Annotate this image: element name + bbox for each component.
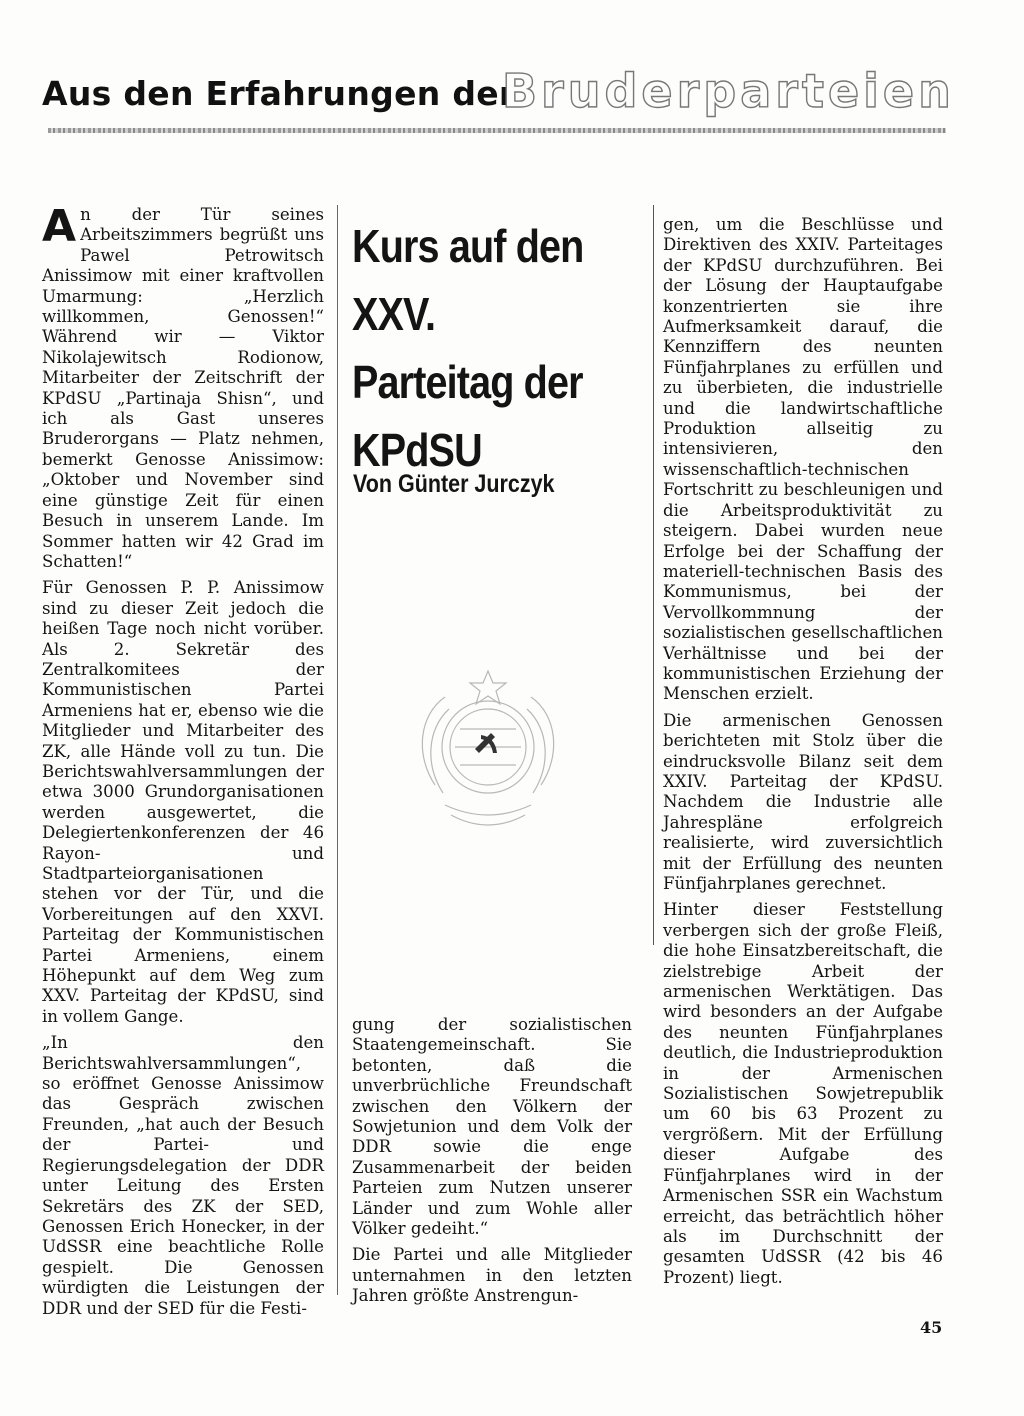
article-column-2 [352, 1015, 632, 1313]
state-emblem-icon [405, 665, 571, 841]
paragraph-text: n der Tür seines Arbeitszimmers begrüßt uns Pawel Petrowitsch Anissimow mit einer kraftvollen Umarmung: „Herzlich willkommen, Genossen!“ Während wir — Viktor Nikolajewitsch Rodionow, Mitarbeiter der Zeitschrift der KPdSU „Partinaja Shisn“, und ich als Gast unseres Bruderorgans — Platz nehmen, bemerkt Genosse Anissimow: „Oktober und November sind eine günstige Zeit für einen Besuch in unserem Lande. Im Sommer hatten wir 42 Grad im Schatten!“ [42, 205, 324, 571]
paragraph: gung der sozialistischen Staatengemeinschaft. Sie betonten, daß die unverbrüchliche Freundschaft zwischen den Völkern der Sowjetunion und dem Volk der DDR sowie die enge Zusammenarbeit der beiden Parteien zum Nutzen unserer Länder und zum Wohle aller Völker gedeiht.“ [352, 1015, 632, 1239]
paragraph: „In den Berichtswahlversammlungen“, so eröffnet Genosse Anissimow das Gespräch zwischen Freunden, „hat auch der Besuch der Partei- und Regierungsdelegation der DDR unter Leitung des Ersten Sekretärs des ZK der SED, Genossen Erich Honecker, in der UdSSR eine beachtliche Rolle gespielt. Die Genossen würdigten die Leistungen der DDR und der SED für die Festi- [42, 1033, 324, 1318]
page-number: 45 [920, 1318, 943, 1337]
column-divider [337, 205, 338, 1295]
drop-cap: A [42, 201, 77, 252]
paragraph: Die armenischen Genossen berichteten mit Stolz über die eindrucksvolle Bilanz seit dem XXIV. Parteitag der KPdSU. Nachdem die Industrie alle Jahrespläne erfolgreich realisierte, wird zuversichtlich mit der Erfüllung des neunten Fünfjahrplanes gerechnet. [663, 710, 943, 893]
article-byline: Von Günter Jurczyk [353, 470, 555, 498]
paragraph: Für Genossen P. P. Anissimow sind zu dieser Zeit jedoch die heißen Tage noch nicht vorüber. Als 2. Sekretär des Zentralkomitees der Kommunistischen Partei Armeniens hat er, ebenso wie die Mitglieder und Mitarbeiter des ZK, alle Hände voll zu tun. Die Berichtswahlversammlungen der etwa 3000 Grundorganisationen werden ausgewertet, die Delegiertenkonferenzen der 46 Rayon- und Stadtparteiorganisationen stehen vor der Tür, und die Vorbereitungen auf den XXVI. Parteitag der Kommunistischen Partei Armeniens, einem Höhepunkt auf dem Weg zum XXV. Parteitag der KPdSU, sind in vollem Gange. [42, 578, 324, 1026]
header-rule [48, 128, 946, 133]
article-column-1 [42, 201, 324, 1325]
paragraph: gen, um die Beschlüsse und Direktiven des XXIV. Parteitages der KPdSU durchzuführen. Bei der Lösung der Hauptaufgabe konzentrierten sie ihre Aufmerksamkeit darauf, die Kennziffern des neunten Fünfjahrplanes zu erfüllen und zu überbieten, die industrielle und die landwirtschaftliche Produktion allseitig zu intensivieren, den wissenschaftlich-technischen Fortschritt zu beschleunigen und die Arbeitsproduktivität zu steigern. Dabei wurden neue Erfolge bei der Schaffung der materiell-technischen Basis des Kommunismus, bei der Vervollkommnung der sozialistischen gesellschaftlichen Verhältnisse und bei der kommunistischen Erziehung der Menschen erzielt. [663, 215, 943, 704]
paragraph: Die Partei und alle Mitglieder unternahmen in den letzten Jahren größte Anstrengun- [352, 1245, 632, 1306]
section-header-plain: Aus den Erfahrungen der [42, 74, 516, 113]
paragraph: Hinter dieser Feststellung verbergen sich der große Fleiß, die hohe Einsatzbereitschaft, die zielstrebige Arbeit der armenischen Werktätigen. Das wird besonders an der Aufgabe des neunten Fünfjahrplanes deutlich, die Industrieproduktion in der Armenischen Sozialistischen Sowjetrepublik um 60 bis 63 Prozent zu vergrößern. Mit der Erfüllung dieser Aufgabe des Fünfjahrplanes wird in der Armenischen SSR ein Wachstum erreicht, das beträchtlich höher als im Durchschnitt der gesamten UdSSR (42 bis 46 Prozent) liegt. [663, 900, 943, 1287]
section-header [42, 64, 955, 124]
column-divider [653, 205, 654, 945]
paragraph [42, 201, 324, 572]
article-column-3 [663, 215, 943, 1294]
section-header-outlined: Bruderparteien [502, 64, 955, 118]
article-title: Kurs auf den XXV. Parteitag der KPdSU [352, 220, 584, 476]
